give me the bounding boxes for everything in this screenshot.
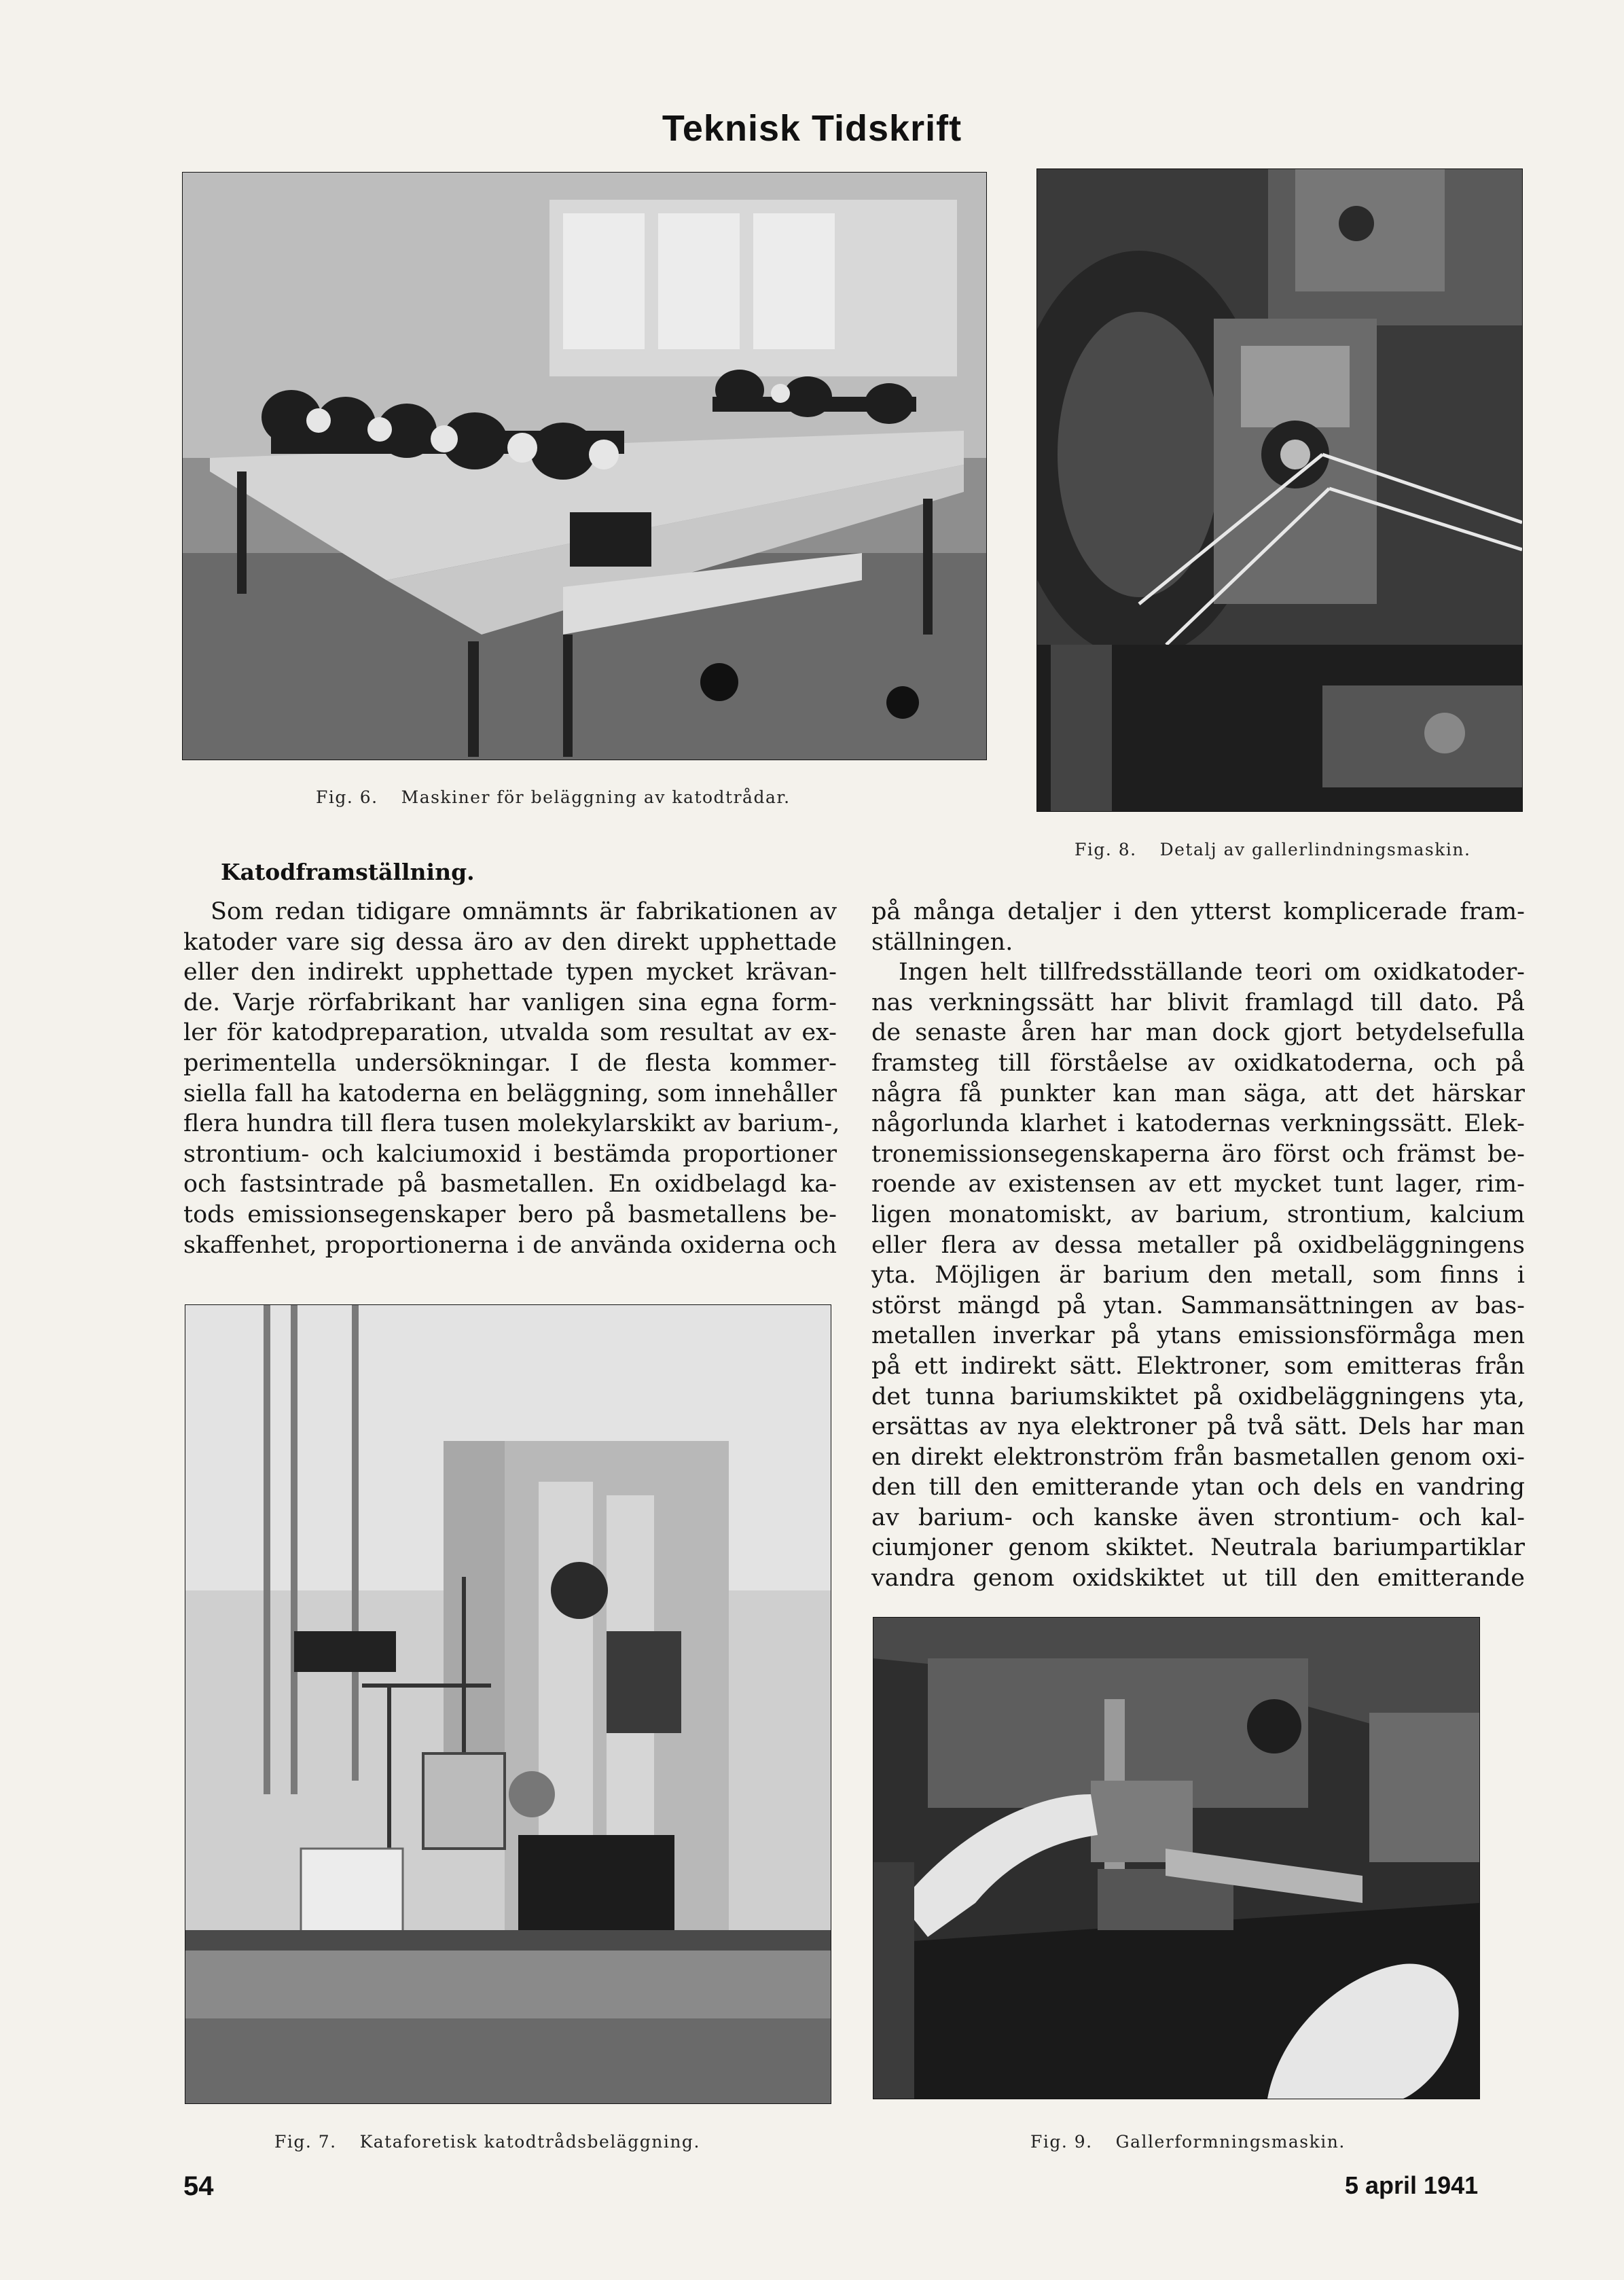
figure-9-caption [1030, 2132, 1346, 2152]
right-line: på ett indirekt sätt. Elektroner, som emitteras från [871, 1352, 1525, 1380]
left-line: Som redan tidigare omnämnts är fabrikationen av [211, 898, 837, 925]
left-column [183, 897, 840, 1260]
right-line: den till den emitterande ytan och dels en vandring [871, 1474, 1525, 1501]
right-line: de senaste åren har man dock gjort betydelsefulla [871, 1019, 1525, 1047]
right-line: ciumjoner genom skiktet. Neutrala bariumpartiklar [871, 1534, 1525, 1562]
right-line: ligen monatomiskt, av barium, strontium, kalcium [871, 1200, 1525, 1228]
left-line: de. Varje rörfabrikant har vanligen sina egna form- [183, 988, 837, 1016]
figure-6-number: Fig. 6. [316, 787, 378, 807]
right-line: eller flera av dessa metaller på oxidbeläggningens [871, 1231, 1525, 1259]
right-line: tronemissionsegenskaperna äro först och främst be- [871, 1140, 1525, 1168]
figure-8-photo [1036, 168, 1523, 812]
right-line: ställningen. [871, 928, 1013, 956]
masthead: Teknisk Tidskrift [662, 108, 962, 149]
right-line: någorlunda klarhet i katodernas verkningssätt. Elek- [871, 1110, 1525, 1138]
right-line: ersättas av nya elektroner på två sätt. Dels har man [871, 1413, 1525, 1441]
left-line: och fastsintrade på basmetallen. En oxidbelagd ka- [183, 1171, 837, 1198]
figure-7-number: Fig. 7. [274, 2132, 337, 2152]
figure-8-number: Fig. 8. [1075, 840, 1137, 859]
left-line: strontium- och kalciumoxid i bestämda proportioner [183, 1140, 837, 1168]
left-line: perimentella undersökningar. I de flesta kommer- [183, 1049, 837, 1077]
right-line: på många detaljer i den ytterst komplicerade fram- [871, 898, 1525, 925]
left-line: katoder vare sig dessa äro av den direkt upphettade [183, 928, 837, 956]
right-line: det tunna bariumskiktet på oxidbeläggningens yta, [871, 1383, 1525, 1410]
figure-6-photo [182, 172, 987, 760]
left-line: flera hundra till flera tusen molekylarskikt av barium-, [183, 1110, 840, 1138]
page-number: 54 [183, 2171, 214, 2201]
figure-6-caption-text: Maskiner för beläggning av katodtrådar. [401, 787, 791, 807]
right-line: Ingen helt tillfredsställande teori om oxidkatoder- [899, 959, 1525, 986]
figure-9-caption-text: Gallerformningsmaskin. [1115, 2132, 1346, 2152]
figure-8-caption-text: Detalj av gallerlindningsmaskin. [1159, 840, 1471, 859]
figure-7-photo [185, 1304, 831, 2104]
right-line: yta. Möjligen är barium den metall, som finns i [871, 1262, 1525, 1289]
right-line: några få punkter kan man säga, att det härskar [871, 1080, 1525, 1107]
right-line: nas verkningssätt har blivit framlagd till dato. På [871, 988, 1525, 1016]
right-line: en direkt elektronström från basmetallen genom oxi- [871, 1443, 1525, 1471]
right-column [871, 897, 1525, 1594]
right-line: störst mängd på ytan. Sammansättningen av bas- [871, 1292, 1525, 1319]
right-line: vandra genom oxidskiktet ut till den emitterande [871, 1565, 1525, 1592]
left-line: eller den indirekt upphettade typen mycket krävan- [183, 959, 837, 986]
figure-6-caption [316, 787, 791, 807]
left-line: ler för katodpreparation, utvalda som resultat av ex- [183, 1019, 837, 1047]
issue-date: 5 april 1941 [1345, 2171, 1479, 2199]
right-line: framsteg till förståelse av oxidkatoderna, och på [871, 1049, 1525, 1077]
figure-9-number: Fig. 9. [1030, 2132, 1093, 2152]
right-line: roende av existensen av ett mycket tunt lager, rim- [871, 1171, 1525, 1198]
left-line: siella fall ha katoderna en beläggning, som innehåller [183, 1080, 837, 1107]
right-line: av barium- och kanske även strontium- och kal- [871, 1503, 1525, 1531]
figure-8-caption [1075, 840, 1470, 859]
figure-7-caption-text: Kataforetisk katodtrådsbeläggning. [359, 2132, 700, 2152]
right-line: metallen inverkar på ytans emissionsförmåga men [871, 1322, 1525, 1350]
left-line: skaffenhet, proportionerna i de använda oxiderna och [183, 1231, 837, 1259]
section-heading: Katodframställning. [221, 859, 475, 885]
figure-9-photo [873, 1617, 1480, 2099]
figure-7-caption [274, 2132, 700, 2152]
left-line: tods emissionsegenskaper bero på basmetallens be- [183, 1200, 837, 1228]
